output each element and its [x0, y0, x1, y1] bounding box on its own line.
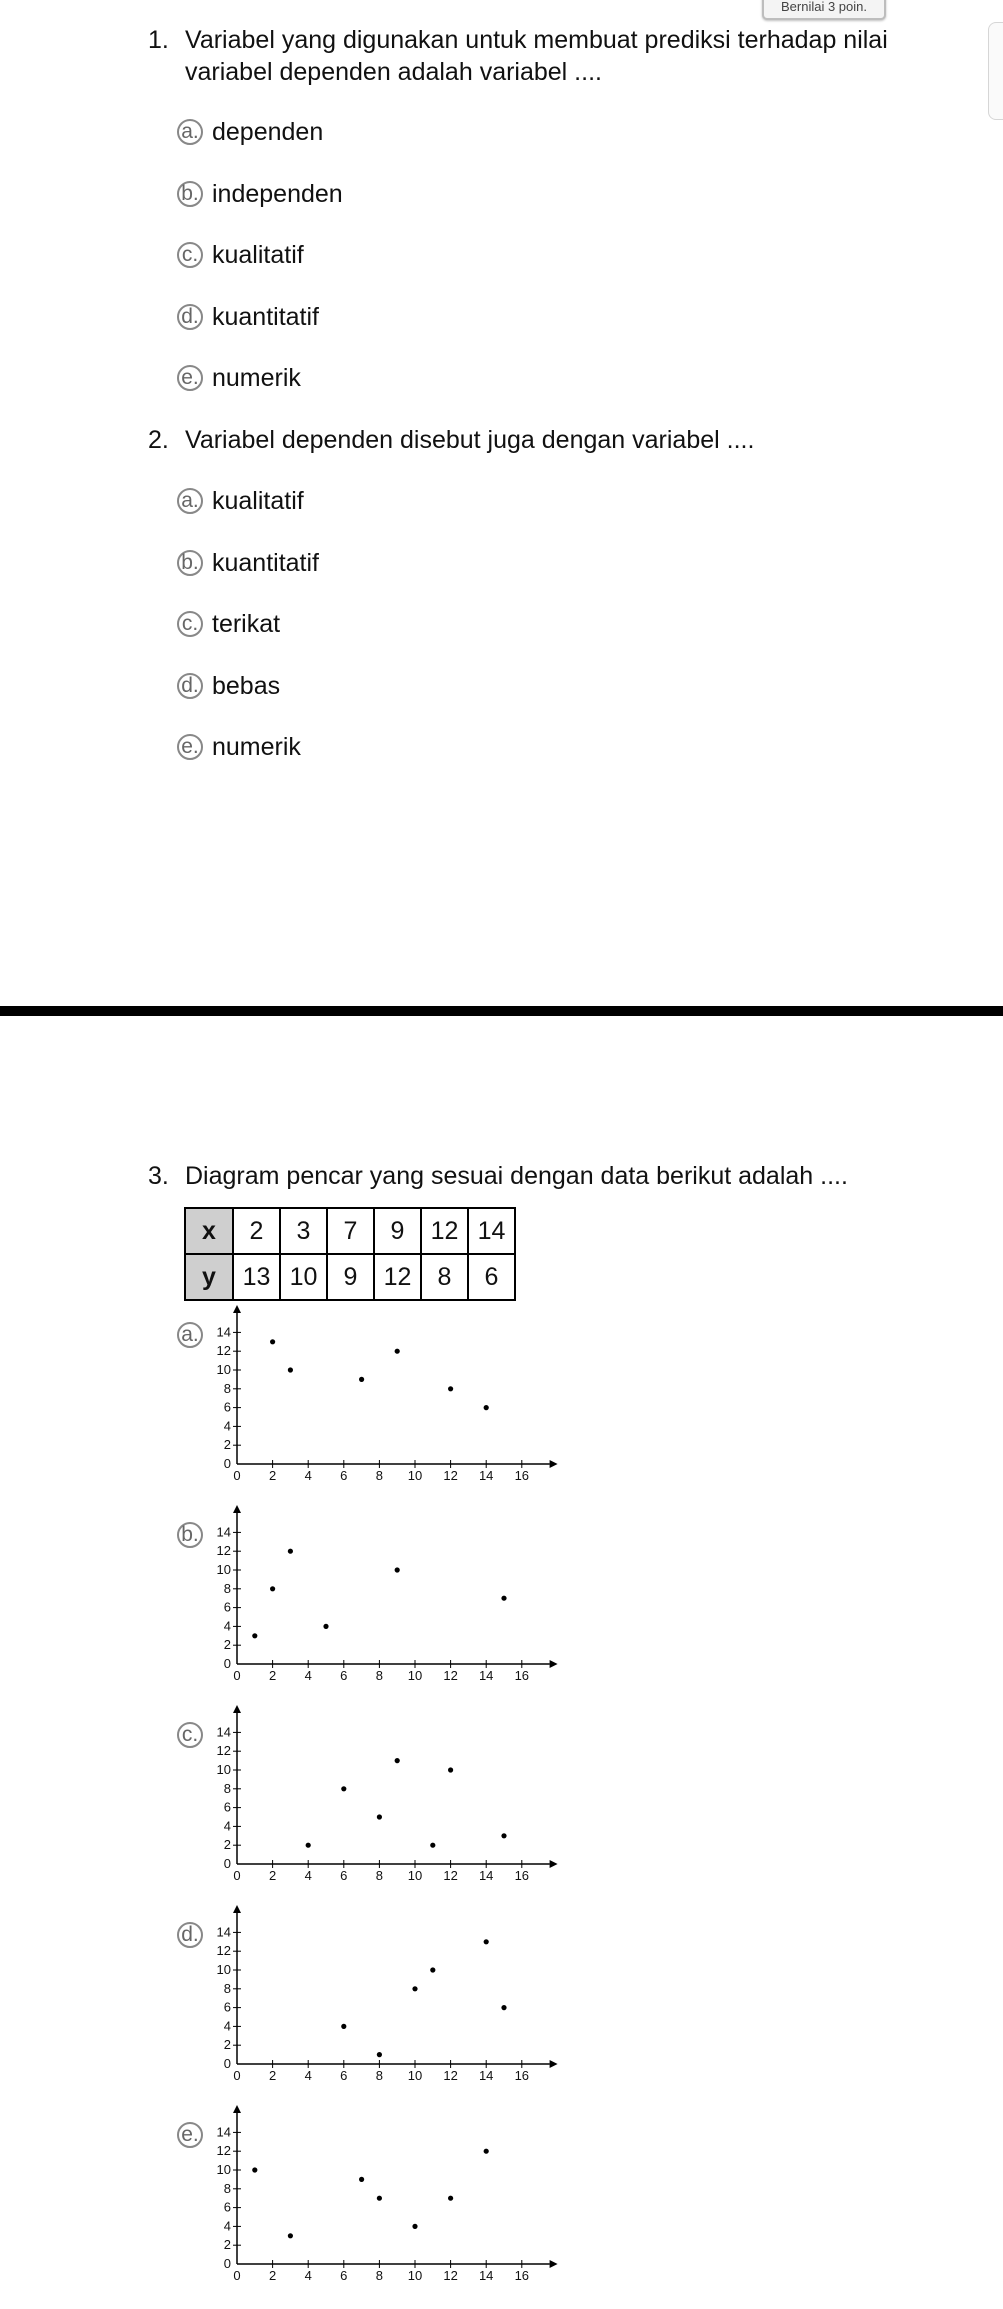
y-tick-label: 4 [223, 1418, 231, 1434]
data-point [341, 1786, 346, 1791]
option-letter: c. [177, 611, 203, 637]
scatter-chart-c [207, 1724, 567, 1883]
option-label: independen [212, 179, 343, 208]
x-tick-label: 0 [233, 1868, 241, 1883]
x-tick-label: 6 [340, 2068, 348, 2083]
x-tick-label: 16 [514, 1668, 530, 1683]
data-point [395, 1758, 400, 1763]
x-axis-arrow [550, 2260, 558, 2268]
option-label: kuantitatif [212, 548, 320, 577]
y-tick-label: 2 [223, 1437, 231, 1453]
option-letter: b. [177, 550, 203, 576]
table-row-x [185, 1208, 515, 1254]
option-label: terikat [212, 609, 281, 638]
x-tick-label: 12 [443, 2068, 458, 2083]
data-point [323, 1624, 328, 1629]
x-tick-label: 0 [233, 1468, 241, 1483]
q3-option-a[interactable] [177, 1322, 597, 1492]
data-point [501, 1833, 506, 1838]
x-axis-arrow [550, 1460, 558, 1468]
table-cell: 12 [374, 1254, 421, 1300]
x-tick-label: 14 [478, 1868, 494, 1883]
scatter-chart-a [207, 1324, 567, 1483]
y-tick-label: 0 [223, 2256, 231, 2271]
x-tick-label: 4 [304, 2068, 312, 2083]
option-label: numerik [212, 732, 301, 761]
x-tick-label: 6 [340, 1668, 348, 1683]
option-letter: c. [177, 242, 203, 268]
scatter-chart-b [207, 1524, 567, 1683]
q3-option-e[interactable] [177, 2122, 597, 2292]
y-tick-label: 12 [216, 1343, 231, 1359]
y-tick-label: 2 [223, 1837, 231, 1853]
y-tick-label: 0 [223, 2056, 231, 2071]
y-tick-label: 14 [216, 1724, 231, 1740]
question-text: Diagram pencar yang sesuai dengan data berikut adalah .... [185, 1162, 848, 1190]
data-point [288, 2233, 293, 2238]
x-tick-label: 2 [268, 2068, 277, 2083]
question-number: 3. [148, 1162, 169, 1190]
data-point [430, 1843, 435, 1848]
data-point [484, 1939, 489, 1944]
q2-option-b[interactable] [177, 546, 319, 580]
x-axis-arrow [550, 1660, 558, 1668]
y-tick-label: 12 [216, 1543, 231, 1559]
q3-option-c[interactable] [177, 1722, 597, 1892]
option-letter: a. [177, 1322, 203, 1348]
x-tick-label: 12 [443, 1468, 458, 1483]
y-tick-label: 10 [216, 1762, 231, 1777]
y-tick-label: 12 [216, 2143, 231, 2159]
table-cell: 9 [327, 1254, 374, 1300]
table-cell: 6 [468, 1254, 515, 1300]
y-tick-label: 8 [223, 2180, 231, 2196]
x-tick-label: 8 [375, 1468, 384, 1483]
data-point [252, 2167, 257, 2172]
q3-option-b[interactable] [177, 1522, 597, 1692]
option-label: bebas [212, 671, 281, 700]
y-tick-label: 12 [216, 1743, 231, 1759]
x-tick-label: 10 [407, 2068, 423, 2083]
y-tick-label: 8 [223, 1380, 231, 1396]
scatter-chart-e [207, 2124, 567, 2283]
x-axis-arrow [550, 1860, 558, 1868]
x-tick-label: 12 [443, 1868, 458, 1883]
option-label: numerik [212, 363, 301, 392]
x-tick-label: 2 [268, 2268, 277, 2283]
x-tick-label: 2 [268, 1468, 277, 1483]
y-tick-label: 8 [223, 1580, 231, 1596]
option-label: dependen [212, 117, 324, 146]
option-label: kuantitatif [212, 302, 320, 331]
option-letter: d. [177, 304, 203, 330]
data-point [306, 1843, 311, 1848]
y-axis-arrow [233, 1305, 241, 1313]
y-tick-label: 8 [223, 1780, 231, 1796]
question-text: Variabel dependen disebut juga dengan variabel .... [185, 426, 755, 454]
option-letter: a. [177, 488, 203, 514]
option-letter: d. [177, 673, 203, 699]
x-tick-label: 16 [514, 1868, 530, 1883]
x-tick-label: 4 [304, 1668, 312, 1683]
q2-option-a[interactable] [177, 484, 304, 518]
y-tick-label: 14 [216, 2124, 231, 2140]
data-point [288, 1367, 293, 1372]
x-tick-label: 10 [407, 2268, 423, 2283]
y-tick-label: 4 [223, 1818, 231, 1834]
y-tick-label: 10 [216, 1962, 231, 1977]
x-tick-label: 8 [375, 2268, 384, 2283]
y-tick-label: 4 [223, 2218, 231, 2234]
y-tick-label: 6 [223, 2199, 231, 2215]
data-point [377, 2196, 382, 2201]
y-tick-label: 0 [223, 1656, 231, 1671]
option-label: kualitatif [212, 486, 304, 515]
question-number: 2. [148, 426, 169, 454]
y-axis-arrow [233, 1905, 241, 1913]
table-header-y: y [185, 1254, 233, 1300]
option-letter: a. [177, 119, 203, 145]
data-point [359, 2177, 364, 2182]
question-text: Variabel yang digunakan untuk membuat prediksi terhadap nilai variabel dependen adalah variabel .... [185, 26, 888, 86]
x-tick-label: 12 [443, 1668, 458, 1683]
data-point [484, 1405, 489, 1410]
y-tick-label: 6 [223, 1799, 231, 1815]
table-row-y [185, 1254, 515, 1300]
q1-option-c[interactable] [177, 238, 304, 272]
q1-option-a[interactable] [177, 115, 323, 149]
table-header-x: x [185, 1208, 233, 1254]
data-point [501, 1596, 506, 1601]
y-tick-label: 14 [216, 1524, 231, 1540]
data-point [484, 2149, 489, 2154]
data-point [270, 1586, 275, 1591]
scatter-chart-d [207, 1924, 567, 2083]
x-axis-arrow [550, 2060, 558, 2068]
data-point [501, 2005, 506, 2010]
q1-option-b[interactable] [177, 177, 343, 211]
table-cell: 13 [233, 1254, 280, 1300]
question-number: 1. [148, 26, 169, 54]
y-tick-label: 14 [216, 1324, 231, 1340]
x-tick-label: 2 [268, 1668, 277, 1683]
y-tick-label: 2 [223, 2237, 231, 2253]
y-tick-label: 0 [223, 1856, 231, 1871]
y-tick-label: 12 [216, 1943, 231, 1959]
y-tick-label: 10 [216, 2162, 231, 2177]
x-tick-label: 10 [407, 1868, 423, 1883]
x-tick-label: 4 [304, 1868, 312, 1883]
y-tick-label: 4 [223, 2018, 231, 2034]
data-point [412, 1986, 417, 1991]
table-cell: 7 [327, 1208, 374, 1254]
x-tick-label: 8 [375, 2068, 384, 2083]
table-cell: 2 [233, 1208, 280, 1254]
y-tick-label: 14 [216, 1924, 231, 1940]
x-tick-label: 6 [340, 2268, 348, 2283]
option-letter: d. [177, 1922, 203, 1948]
data-point [270, 1339, 275, 1344]
y-tick-label: 10 [216, 1362, 231, 1377]
y-tick-label: 6 [223, 1599, 231, 1615]
option-letter: e. [177, 734, 203, 760]
table-cell: 3 [280, 1208, 327, 1254]
x-tick-label: 8 [375, 1668, 384, 1683]
q2-option-e[interactable] [177, 730, 301, 764]
x-tick-label: 0 [233, 2068, 241, 2083]
option-letter: e. [177, 2122, 203, 2148]
data-point [341, 2024, 346, 2029]
option-letter: e. [177, 365, 203, 391]
x-tick-label: 16 [514, 2268, 530, 2283]
x-tick-label: 16 [514, 1468, 530, 1483]
y-tick-label: 4 [223, 1618, 231, 1634]
data-point [448, 1386, 453, 1391]
y-tick-label: 8 [223, 1980, 231, 1996]
data-point [395, 1349, 400, 1354]
x-tick-label: 10 [407, 1468, 423, 1483]
data-point [395, 1567, 400, 1572]
y-tick-label: 6 [223, 1399, 231, 1415]
table-cell: 8 [421, 1254, 468, 1300]
q3-option-d[interactable] [177, 1922, 597, 2092]
x-tick-label: 2 [268, 1868, 277, 1883]
table-cell: 10 [280, 1254, 327, 1300]
x-tick-label: 4 [304, 1468, 312, 1483]
q1-option-e[interactable] [177, 361, 301, 395]
x-tick-label: 12 [443, 2268, 458, 2283]
y-tick-label: 2 [223, 1637, 231, 1653]
q2-option-c[interactable] [177, 607, 280, 641]
y-axis-arrow [233, 1705, 241, 1713]
data-point [412, 2224, 417, 2229]
data-table [184, 1207, 516, 1301]
data-point [288, 1549, 293, 1554]
x-tick-label: 14 [478, 2268, 494, 2283]
x-tick-label: 0 [233, 2268, 241, 2283]
x-tick-label: 14 [478, 2068, 494, 2083]
data-point [448, 2196, 453, 2201]
data-point [377, 2052, 382, 2057]
x-tick-label: 16 [514, 2068, 530, 2083]
y-axis-arrow [233, 2105, 241, 2113]
x-tick-label: 0 [233, 1668, 241, 1683]
y-tick-label: 2 [223, 2037, 231, 2053]
x-tick-label: 8 [375, 1868, 384, 1883]
page-divider [0, 1006, 1003, 1016]
y-tick-label: 10 [216, 1562, 231, 1577]
data-point [377, 1814, 382, 1819]
y-axis-arrow [233, 1505, 241, 1513]
side-panel-tab[interactable] [988, 22, 1003, 120]
x-tick-label: 10 [407, 1668, 423, 1683]
q1-option-d[interactable] [177, 300, 319, 334]
data-point [252, 1633, 257, 1638]
y-tick-label: 0 [223, 1456, 231, 1471]
x-tick-label: 6 [340, 1468, 348, 1483]
x-tick-label: 4 [304, 2268, 312, 2283]
x-tick-label: 14 [478, 1468, 494, 1483]
x-tick-label: 6 [340, 1868, 348, 1883]
table-cell: 9 [374, 1208, 421, 1254]
option-letter: c. [177, 1722, 203, 1748]
option-letter: b. [177, 1522, 203, 1548]
points-badge: Bernilai 3 poin. [762, 0, 886, 20]
x-tick-label: 14 [478, 1668, 494, 1683]
option-label: kualitatif [212, 240, 304, 269]
table-cell: 12 [421, 1208, 468, 1254]
table-cell: 14 [468, 1208, 515, 1254]
data-point [430, 1967, 435, 1972]
data-point [448, 1767, 453, 1772]
y-tick-label: 6 [223, 1999, 231, 2015]
option-letter: b. [177, 181, 203, 207]
q2-option-d[interactable] [177, 669, 280, 703]
data-point [359, 1377, 364, 1382]
